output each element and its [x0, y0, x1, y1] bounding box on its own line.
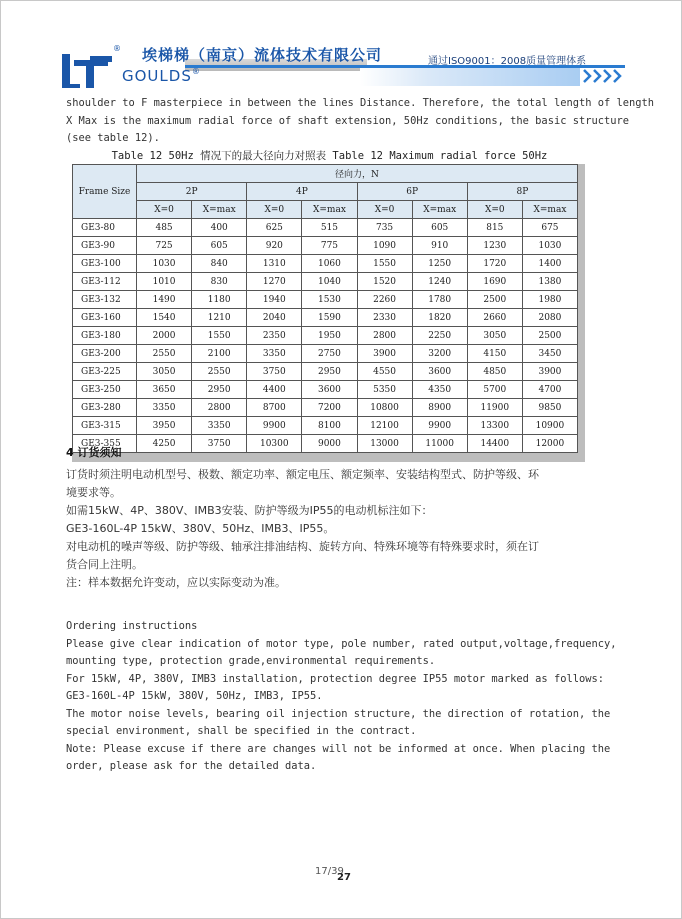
table-row — [73, 435, 578, 453]
force-value-cell: 12000 — [522, 435, 577, 453]
force-value-cell: 3900 — [522, 363, 577, 381]
cn-line: 订货时须注明电动机型号、极数、额定功率、额定电压、额定频率、安装结构型式、防护等级、环 — [66, 468, 539, 481]
cn-line: 注：样本数据允许变动，应以实际变动为准。 — [66, 576, 286, 589]
force-value-cell: 10800 — [357, 399, 412, 417]
radial-force-group-header: 径向力，N — [137, 165, 578, 183]
table-row — [73, 255, 578, 273]
force-value-cell: 2800 — [357, 327, 412, 345]
force-value-cell: 840 — [192, 255, 247, 273]
force-value-cell: 1090 — [357, 237, 412, 255]
force-value-cell: 8900 — [412, 399, 467, 417]
cn-line: 货合同上注明。 — [66, 558, 143, 571]
en-line: Ordering instructions — [66, 620, 198, 632]
force-value-cell: 1520 — [357, 273, 412, 291]
force-value-cell: 1180 — [192, 291, 247, 309]
en-line: For 15kW, 4P, 380V, IMB3 installation, protection degree IP55 motor marked as follows: — [66, 672, 604, 685]
force-value-cell: 815 — [467, 219, 522, 237]
force-value-cell: 2550 — [192, 363, 247, 381]
force-value-cell: 2500 — [467, 291, 522, 309]
frame-size-cell: GE3-180 — [73, 327, 137, 345]
force-value-cell: 1380 — [522, 273, 577, 291]
radial-force-table — [72, 164, 578, 453]
position-header: X=max — [302, 201, 357, 219]
force-value-cell: 920 — [247, 237, 302, 255]
force-value-cell: 3350 — [247, 345, 302, 363]
intro-line: X Max is the maximum radial force of shaft extension, 50Hz conditions, the basic structure — [66, 114, 630, 127]
table-shadow — [72, 164, 585, 462]
table-row — [73, 291, 578, 309]
force-value-cell: 2350 — [247, 327, 302, 345]
frame-size-cell: GE3-315 — [73, 417, 137, 435]
force-value-cell: 1250 — [412, 255, 467, 273]
frame-size-cell: GE3-250 — [73, 381, 137, 399]
force-value-cell: 3450 — [522, 345, 577, 363]
force-value-cell: 3350 — [192, 417, 247, 435]
registered-mark: ® — [113, 44, 121, 53]
iso-certification: 通过ISO9001：2008质量管理体系 — [428, 56, 587, 67]
force-value-cell: 3950 — [137, 417, 192, 435]
table-row — [73, 345, 578, 363]
table-row — [73, 363, 578, 381]
force-value-cell: 775 — [302, 237, 357, 255]
force-value-cell: 1940 — [247, 291, 302, 309]
force-value-cell: 1490 — [137, 291, 192, 309]
pole-header: 2P — [137, 183, 247, 201]
force-value-cell: 1230 — [467, 237, 522, 255]
force-value-cell: 2500 — [522, 327, 577, 345]
table-row — [73, 399, 578, 417]
pole-header: 8P — [467, 183, 577, 201]
force-value-cell: 1780 — [412, 291, 467, 309]
frame-size-cell: GE3-112 — [73, 273, 137, 291]
cn-line: 对电动机的噪声等级、防护等级、轴承注排油结构、旋转方向、特殊环境等有特殊要求时，须在订 — [66, 540, 539, 553]
force-value-cell: 1010 — [137, 273, 192, 291]
position-header: X=0 — [357, 201, 412, 219]
frame-size-cell: GE3-200 — [73, 345, 137, 363]
en-line: GE3-160L-4P 15kW, 380V, 50Hz, IMB3, IP55. — [66, 690, 323, 702]
table-row — [73, 273, 578, 291]
en-line: order, please ask for the detailed data. — [66, 760, 317, 772]
pole-header: 4P — [247, 183, 357, 201]
en-line: mounting type, protection grade,environmental requirements. — [66, 655, 436, 667]
force-value-cell: 605 — [412, 219, 467, 237]
force-value-cell: 2260 — [357, 291, 412, 309]
force-value-cell: 8700 — [247, 399, 302, 417]
force-value-cell: 13000 — [357, 435, 412, 453]
en-line: special environment, shall be specified in the contract. — [66, 725, 417, 737]
force-value-cell: 1040 — [302, 273, 357, 291]
force-value-cell: 2330 — [357, 309, 412, 327]
force-value-cell: 2800 — [192, 399, 247, 417]
force-value-cell: 3650 — [137, 381, 192, 399]
force-value-cell: 4850 — [467, 363, 522, 381]
force-value-cell: 12100 — [357, 417, 412, 435]
frame-size-cell: GE3-355 — [73, 435, 137, 453]
en-line: Please give clear indication of motor type, pole number, rated output,voltage,frequency, — [66, 637, 617, 650]
table-row — [73, 219, 578, 237]
header-blue-gradient — [360, 68, 580, 86]
position-header: X=max — [192, 201, 247, 219]
en-line: Note: Please excuse if there are changes will not be informed at once. When placing the — [66, 742, 611, 755]
force-value-cell: 5700 — [467, 381, 522, 399]
force-value-cell: 10900 — [522, 417, 577, 435]
force-value-cell: 9850 — [522, 399, 577, 417]
chevron-right-icon — [582, 68, 622, 84]
force-value-cell: 10300 — [247, 435, 302, 453]
cn-line: 境要求等。 — [66, 486, 121, 499]
force-value-cell: 725 — [137, 237, 192, 255]
frame-size-cell: GE3-132 — [73, 291, 137, 309]
frame-size-cell: GE3-100 — [73, 255, 137, 273]
force-value-cell: 1550 — [192, 327, 247, 345]
force-value-cell: 1950 — [302, 327, 357, 345]
force-value-cell: 485 — [137, 219, 192, 237]
force-value-cell: 1210 — [192, 309, 247, 327]
company-logo-icon — [60, 50, 122, 90]
force-value-cell: 7200 — [302, 399, 357, 417]
force-value-cell: 9000 — [302, 435, 357, 453]
force-value-cell: 2950 — [302, 363, 357, 381]
force-value-cell: 14400 — [467, 435, 522, 453]
force-value-cell: 4250 — [137, 435, 192, 453]
force-value-cell: 2080 — [522, 309, 577, 327]
force-value-cell: 515 — [302, 219, 357, 237]
force-value-cell: 1590 — [302, 309, 357, 327]
intro-line: (see table 12). — [66, 132, 160, 144]
table-row — [73, 417, 578, 435]
page-number: 17/39 — [315, 866, 344, 877]
force-value-cell: 2250 — [412, 327, 467, 345]
pole-header: 6P — [357, 183, 467, 201]
company-name: 埃梯梯（南京）流体技术有限公司 — [142, 46, 383, 64]
position-header: X=max — [522, 201, 577, 219]
page-header — [60, 40, 620, 90]
force-value-cell: 1980 — [522, 291, 577, 309]
force-value-cell: 2000 — [137, 327, 192, 345]
force-value-cell: 3050 — [467, 327, 522, 345]
brand-name: GOULDS® — [122, 67, 201, 85]
table-row — [73, 327, 578, 345]
frame-size-cell: GE3-80 — [73, 219, 137, 237]
force-value-cell: 4150 — [467, 345, 522, 363]
force-value-cell: 3600 — [412, 363, 467, 381]
force-value-cell: 4400 — [247, 381, 302, 399]
force-value-cell: 2660 — [467, 309, 522, 327]
frame-size-cell: GE3-225 — [73, 363, 137, 381]
force-value-cell: 11000 — [412, 435, 467, 453]
force-value-cell: 1270 — [247, 273, 302, 291]
frame-size-cell: GE3-90 — [73, 237, 137, 255]
section-heading: 4 订货须知 — [66, 446, 122, 459]
table-row — [73, 237, 578, 255]
force-value-cell: 3600 — [302, 381, 357, 399]
position-header: X=0 — [247, 201, 302, 219]
force-value-cell: 3900 — [357, 345, 412, 363]
ordering-english-text — [66, 618, 617, 776]
force-value-cell: 2550 — [137, 345, 192, 363]
force-value-cell: 1550 — [357, 255, 412, 273]
page-number-overlay: 27 — [337, 872, 351, 883]
force-value-cell: 4550 — [357, 363, 412, 381]
ordering-chinese-text — [66, 466, 591, 592]
frame-size-cell: GE3-280 — [73, 399, 137, 417]
force-value-cell: 8100 — [302, 417, 357, 435]
force-value-cell: 1310 — [247, 255, 302, 273]
intro-paragraph — [66, 95, 655, 148]
force-value-cell: 2100 — [192, 345, 247, 363]
force-value-cell: 1060 — [302, 255, 357, 273]
force-value-cell: 13300 — [467, 417, 522, 435]
frame-size-cell: GE3-160 — [73, 309, 137, 327]
table-row — [73, 309, 578, 327]
cn-line: 如需15kW、4P、380V、IMB3安装、防护等级为IP55的电动机标注如下： — [66, 504, 433, 517]
force-value-cell: 1720 — [467, 255, 522, 273]
force-value-cell: 1690 — [467, 273, 522, 291]
force-value-cell: 3200 — [412, 345, 467, 363]
force-value-cell: 735 — [357, 219, 412, 237]
force-value-cell: 2950 — [192, 381, 247, 399]
table-title: Table 12 50Hz 情况下的最大径向力对照表 Table 12 Maximum radial force 50Hz — [111, 150, 548, 162]
force-value-cell: 400 — [192, 219, 247, 237]
force-value-cell: 3050 — [137, 363, 192, 381]
force-value-cell: 9900 — [247, 417, 302, 435]
force-value-cell: 675 — [522, 219, 577, 237]
force-value-cell: 605 — [192, 237, 247, 255]
table-row — [73, 381, 578, 399]
force-value-cell: 4350 — [412, 381, 467, 399]
cn-line: GE3-160L-4P 15kW、380V、50Hz、IMB3、IP55。 — [66, 522, 335, 535]
force-value-cell: 3350 — [137, 399, 192, 417]
force-value-cell: 1530 — [302, 291, 357, 309]
force-value-cell: 9900 — [412, 417, 467, 435]
position-header: X=max — [412, 201, 467, 219]
intro-line: shoulder to F masterpiece in between the lines Distance. Therefore, the total length of length — [66, 97, 655, 109]
force-value-cell: 2750 — [302, 345, 357, 363]
force-value-cell: 625 — [247, 219, 302, 237]
force-value-cell: 1240 — [412, 273, 467, 291]
frame-size-header: Frame Size — [73, 165, 137, 219]
force-value-cell: 3750 — [247, 363, 302, 381]
en-line: The motor noise levels, bearing oil injection structure, the direction of rotation, the — [66, 707, 611, 720]
force-value-cell: 1820 — [412, 309, 467, 327]
force-value-cell: 3750 — [192, 435, 247, 453]
position-header: X=0 — [137, 201, 192, 219]
force-value-cell: 830 — [192, 273, 247, 291]
force-value-cell: 1540 — [137, 309, 192, 327]
force-value-cell: 1400 — [522, 255, 577, 273]
force-value-cell: 2040 — [247, 309, 302, 327]
force-value-cell: 11900 — [467, 399, 522, 417]
table-body — [73, 219, 578, 453]
force-value-cell: 910 — [412, 237, 467, 255]
force-value-cell: 1030 — [522, 237, 577, 255]
force-value-cell: 4700 — [522, 381, 577, 399]
force-value-cell: 1030 — [137, 255, 192, 273]
force-value-cell: 5350 — [357, 381, 412, 399]
position-header: X=0 — [467, 201, 522, 219]
